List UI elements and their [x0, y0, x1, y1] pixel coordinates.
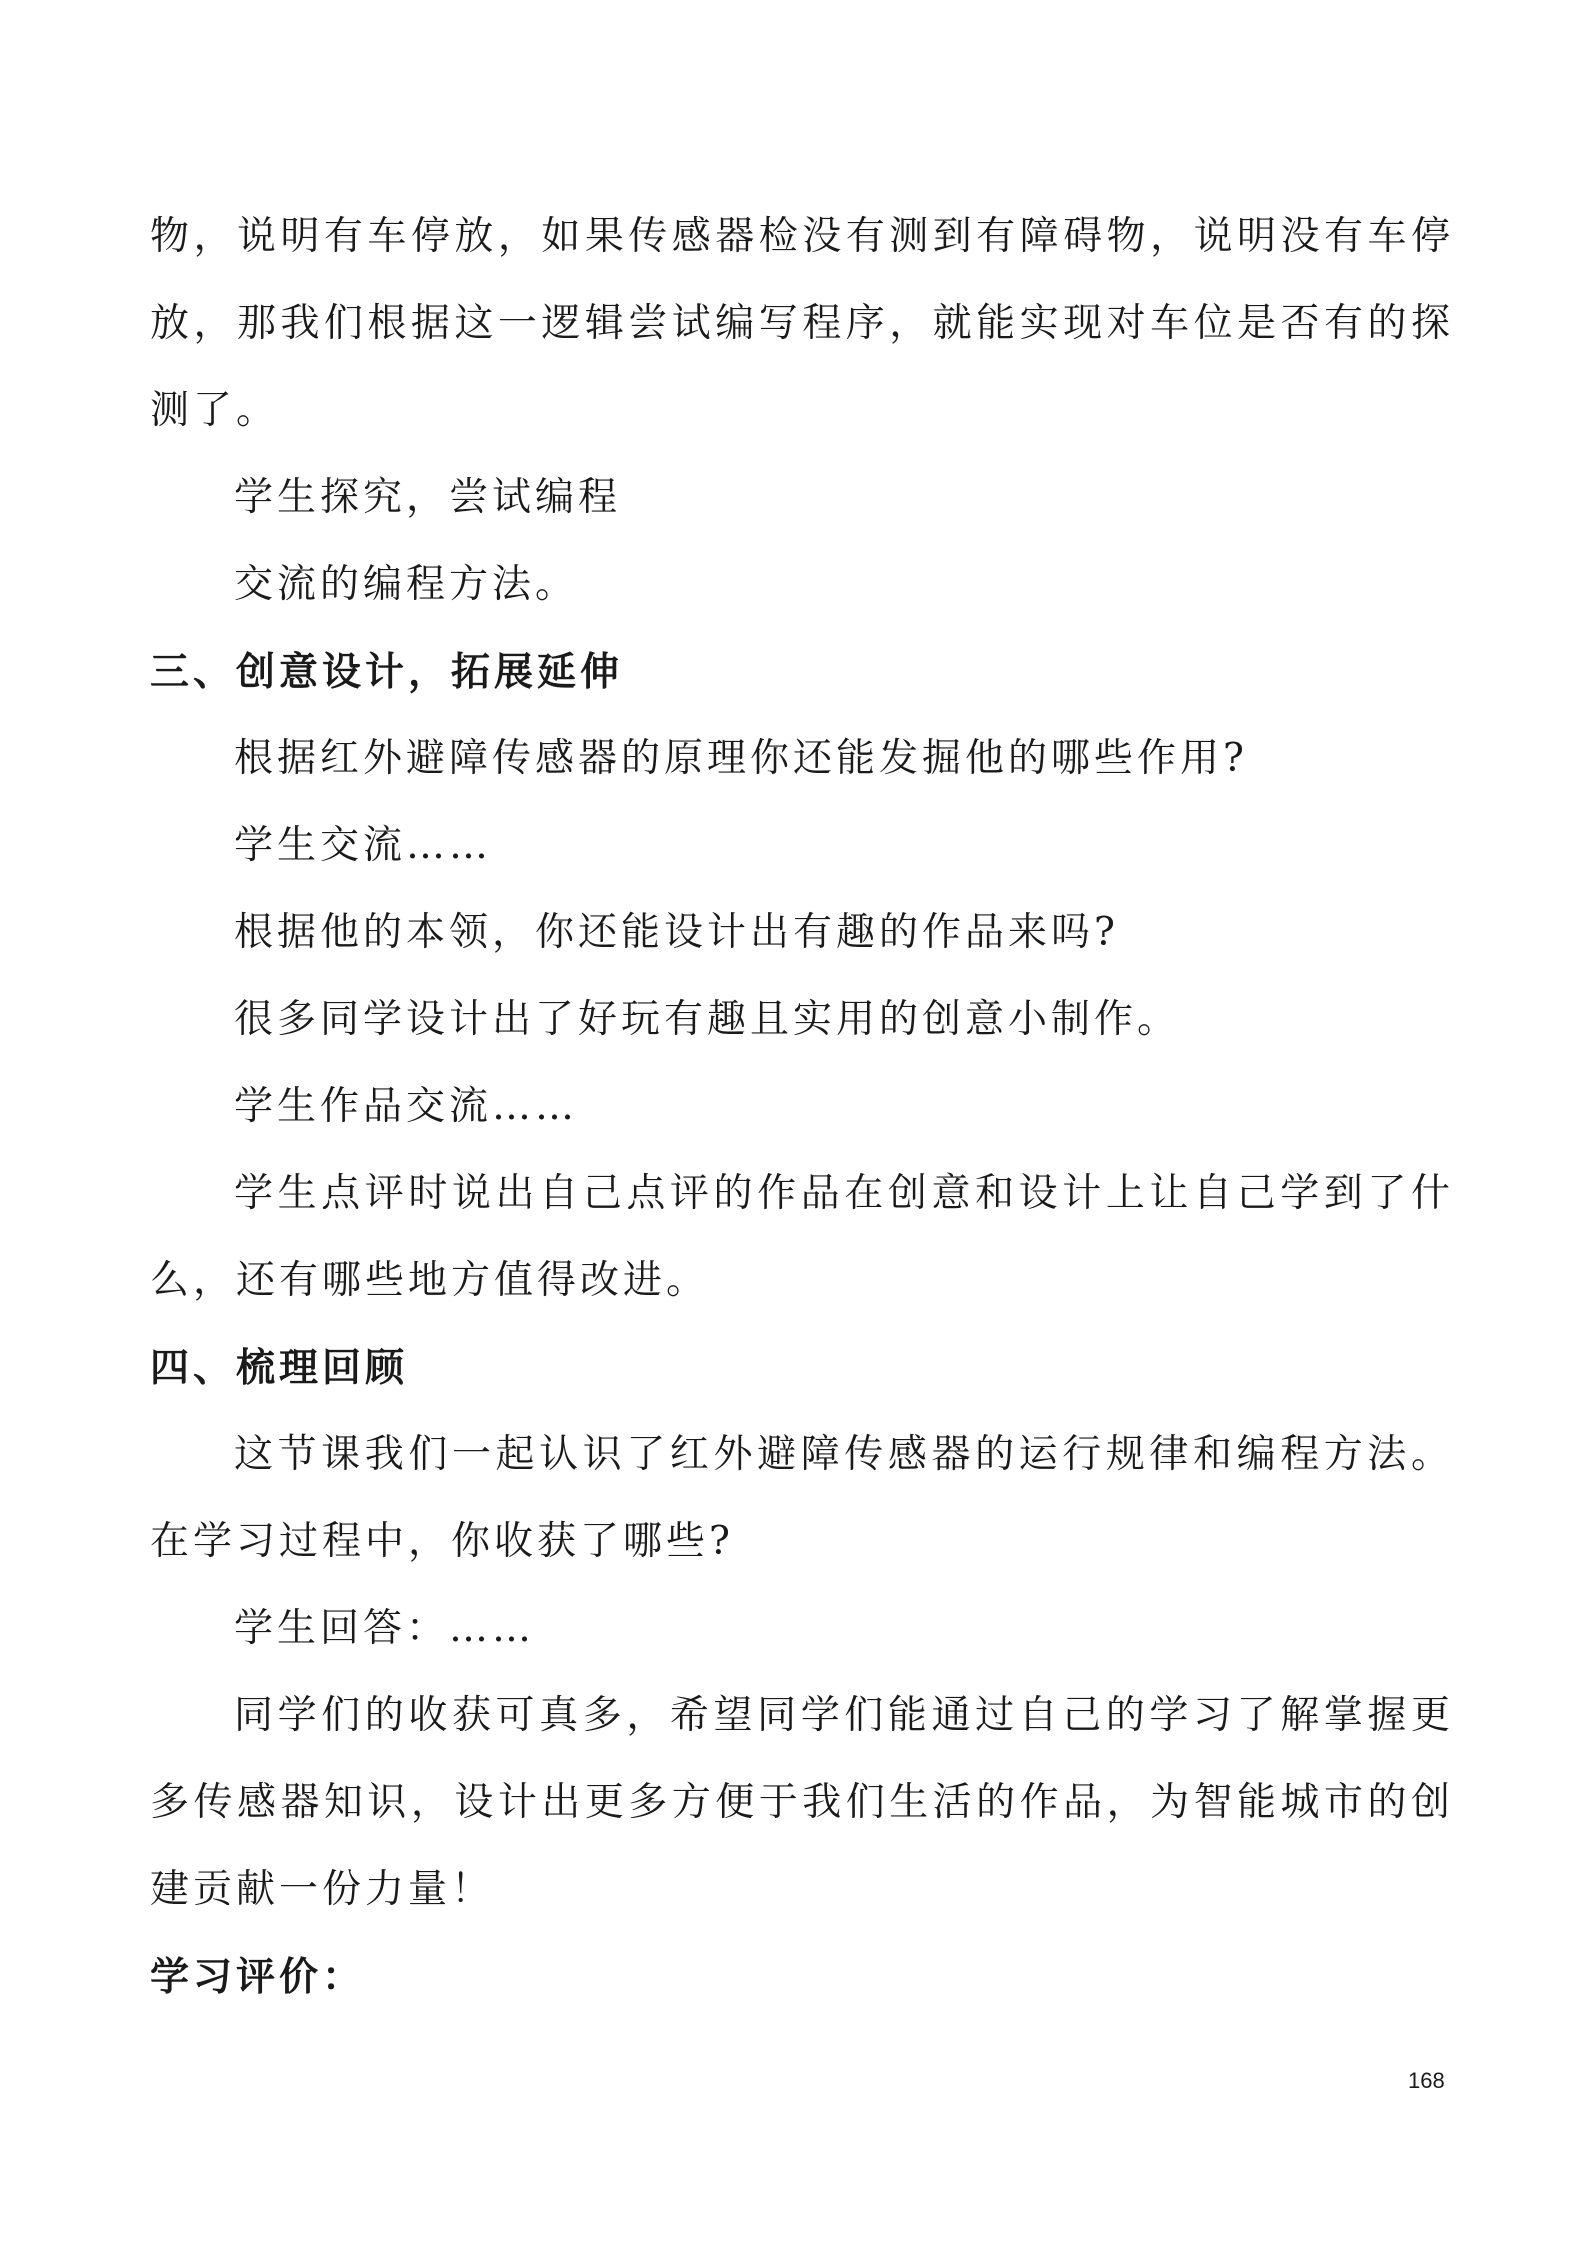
paragraph-line: 多传感器知识，设计出更多方便于我们生活的作品，为智能城市的创: [150, 1780, 1450, 1825]
section-heading: 四、梳理回顾: [150, 1345, 409, 1391]
paragraph-line: 在学习过程中，你收获了哪些?: [150, 1519, 734, 1564]
section-heading: 三、创意设计，拓展延伸: [150, 649, 624, 695]
paragraph-line: 学生探究，尝试编程: [234, 475, 622, 520]
paragraph-line: 放，那我们根据这一逻辑尝试编写程序，就能实现对车位是否有的探: [150, 301, 1450, 346]
paragraph-line: 根据红外避障传感器的原理你还能发掘他的哪些作用?: [234, 736, 1248, 781]
paragraph-line: 很多同学设计出了好玩有趣且实用的创意小制作。: [234, 997, 1181, 1042]
paragraph-line: 交流的编程方法。: [234, 562, 579, 607]
paragraph-line: 物，说明有车停放，如果传感器检没有测到有障碍物，说明没有车停: [150, 214, 1450, 259]
paragraph-line: 这节课我们一起认识了红外避障传感器的运行规律和编程方法。: [234, 1432, 1450, 1477]
paragraph-line: 学生交流……: [234, 823, 493, 868]
section-heading: 学习评价：: [150, 1954, 366, 2000]
paragraph-line: 测了。: [150, 388, 280, 433]
paragraph-line: 根据他的本领，你还能设计出有趣的作品来吗?: [234, 910, 1119, 955]
paragraph-line: 么，还有哪些地方值得改进。: [150, 1258, 710, 1303]
page-number: 168: [1408, 2068, 1445, 2093]
paragraph-line: 学生点评时说出自己点评的作品在创意和设计上让自己学到了什: [234, 1171, 1450, 1216]
paragraph-line: 学生作品交流……: [234, 1084, 579, 1129]
paragraph-line: 同学们的收获可真多，希望同学们能通过自己的学习了解掌握更: [234, 1693, 1450, 1738]
paragraph-line: 建贡献一份力量！: [150, 1867, 495, 1912]
paragraph-line: 学生回答：……: [234, 1606, 536, 1651]
